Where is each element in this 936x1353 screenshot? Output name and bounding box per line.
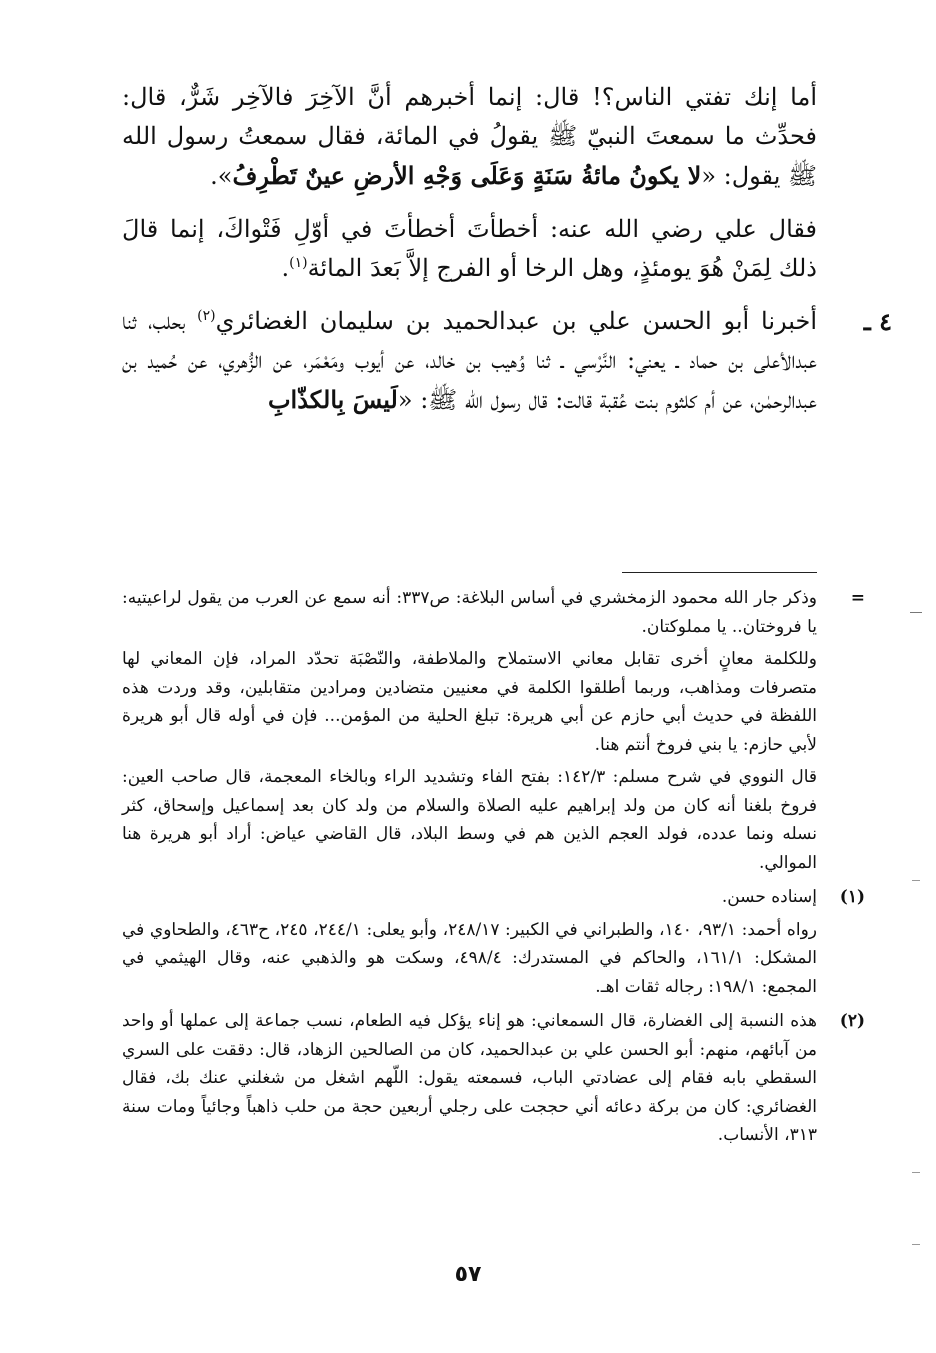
hadith-number: ٤ ـ <box>863 307 892 336</box>
footnote-ref-1[interactable]: (١) <box>289 255 308 271</box>
footnote-2 <box>122 1007 865 1150</box>
paragraph-1 <box>122 78 817 196</box>
page-number: ٥٧ <box>454 1262 482 1287</box>
footnote-continued-p2: وللكلمة معانٍ أخرى تقابل معاني الاستملاح والملاطفة، والنّصْبَة تحدّد المراد، فإن المعاني لها متصرفات ومذاهب، وربما أطلقوا الكلمة في معنيين متضادين ومرادين متقابلين، وقد وردت هذه اللفظة في حديث أبي حازم عن أبي هريرة: تبلغ الحلية من المؤمن... فإن في أوله قال أبو هريرة لأبي حازم: يا بني فروخ أنتم هنا. <box>122 649 817 755</box>
footnote-2-mark: (٢) <box>839 1011 865 1031</box>
footnote-2-p1: هذه النسبة إلى الغضارة، قال السمعاني: هو إناء يؤكل فيه الطعام، نسب جماعة إلى عملها أو واحد من آبائهم، منهم: أبو الحسن علي بن عبدالحميد، كان من الصالحين الزهاد، قال: دققت على السري السقطي بابه فقام إلى عضادتي الباب، فسمعته يقول: اللّهم اشغل من شغلني عنك بك، فقال الغضائري: كان من بركة دعائه أني حججت على رجلي أربعين حجة من حلب ذاهباً وجائياً ومات سنة ٣١٣، الأنساب. <box>122 1011 817 1145</box>
hadith-4-isnad: أخبرنا أبو الحسن علي بن عبدالحميد بن سليمان الغضائري <box>215 307 818 335</box>
margin-tick <box>912 880 920 881</box>
footnote-continued <box>122 584 865 877</box>
continuation-mark: = <box>850 588 865 608</box>
main-text <box>122 78 892 434</box>
paragraph-2-text: فقال علي رضي الله عنه: أخطأتَ أخطأتَ في أوّلِ فَتْواكَ، إنما قالَ ذلك لِمَنْ هُوَ يومئذٍ، وهل الرخا أو الفرج إلاَّ بَعدَ المائة <box>122 215 817 282</box>
footnote-1 <box>122 883 865 1001</box>
hadith-4-text: بحلب، ثنا عبدالأعلى بن حماد ـ يعني: النَّرْسي ـ ثنا وُهيب بن خالد، عن أيوب ومَعْمَر، عن الزُّهري، عن حُميد بن عبدالرحمٰن، عن أم كلثوم بنت عُقبة قالت: قال رسول الله ﷺ: « <box>122 307 817 414</box>
paragraph-2-end: . <box>281 254 290 282</box>
hadith-quote-1: لا يكونُ مائةُ سَنَةٍ وَعَلَى وَجْهِ الأرضِ عينٌ تَطْرِفُ <box>232 161 702 190</box>
margin-tick <box>912 1172 920 1173</box>
margin-tick <box>910 612 922 613</box>
footnote-separator <box>622 572 817 573</box>
footnotes <box>122 584 865 1156</box>
footnote-continued-p1: وذكر جار الله محمود الزمخشري في أساس البلاغة: ص٣٣٧: أنه سمع عن العرب من يقول لراعيتيه: يا فروختان.. يا مملوكتان. <box>122 588 817 637</box>
hadith-quote-2: لَيسَ بِالكذّابِ <box>267 385 398 414</box>
footnote-continued-p3: قال النووي في شرح مسلم: ١٤٢/٣: بفتح الفاء وتشديد الراء وبالخاء المعجمة، قال صاحب العين: فروخ بلغنا أنه كان من ولد إبراهيم عليه الصلاة والسلام من ولد كان بعد إسماعيل وإسحاق، كثر نسله ونما عدده، فولد العجم الذين هم في وسط البلاد، قال القاضي عياض: أراد أبو هريرة هنا الموالي. <box>122 767 817 873</box>
paragraph-1-end: ». <box>210 162 233 190</box>
footnote-ref-2[interactable]: (٢) <box>197 308 216 324</box>
paragraph-2 <box>122 210 817 288</box>
footnote-1-mark: (١) <box>839 887 865 907</box>
footnote-1-p2: رواه أحمد: ٩٣/١، ١٤٠، والطبراني في الكبير: ٢٤٨/١٧، وأبو يعلى: ٢٤٤/١، ٢٤٥، ح٤٦٣، والطحاوي في المشكل: ١٦١/١، والحاكم في المستدرك: ٤٩٨/٤، وسكت هو والذهبي عنه، وقال الهيثمي في المجمع: ١٩٨/١: رجاله ثقات اهـ. <box>122 919 817 997</box>
margin-tick <box>912 1244 920 1245</box>
paragraph-1-text: أما إنك تفتي الناس؟! قال: إنما أخبرهم أنَّ الآخِرَ فالآخِر شَرٌّ، قال: فحدِّث ما سمعتَ النبيّ ﷺ يقولُ في المائة، فقال سمعتُ رسول الله ﷺ يقول: « <box>122 83 817 190</box>
hadith-4 <box>122 302 892 420</box>
footnote-1-p1: إسناده حسن. <box>721 887 817 907</box>
